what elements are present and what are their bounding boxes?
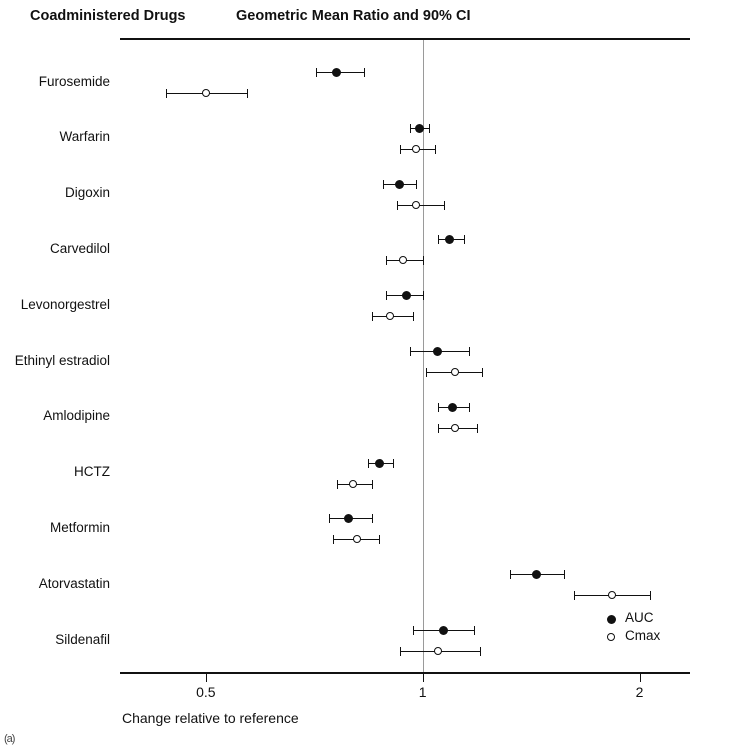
ci-cap-low — [574, 591, 575, 600]
legend-label: Cmax — [625, 628, 661, 643]
point-cmax — [608, 591, 616, 599]
ci-cap-low — [337, 480, 338, 489]
x-tick-label: 2 — [635, 684, 644, 700]
ci-cap-high — [564, 570, 565, 579]
point-cmax — [412, 201, 420, 209]
ci-cap-low — [166, 89, 167, 98]
ci-cap-high — [650, 591, 651, 600]
point-cmax — [386, 312, 394, 320]
ci-cap-high — [482, 368, 483, 377]
top-rule — [120, 38, 690, 40]
point-cmax — [399, 256, 407, 264]
point-cmax — [434, 647, 442, 655]
point-auc — [439, 626, 448, 635]
ci-cap-low — [316, 68, 317, 77]
ci-cap-high — [413, 312, 414, 321]
x-axis-label: Change relative to reference — [122, 710, 299, 726]
point-cmax — [353, 535, 361, 543]
ci-cap-high — [464, 235, 465, 244]
ci-cap-low — [397, 201, 398, 210]
point-auc — [395, 180, 404, 189]
ci-cap-low — [438, 403, 439, 412]
ci-cap-low — [372, 312, 373, 321]
column-header-ratio: Geometric Mean Ratio and 90% CI — [236, 8, 471, 24]
ci-cap-high — [469, 403, 470, 412]
ci-cap-low — [413, 626, 414, 635]
point-auc — [375, 459, 384, 468]
ci-cap-low — [329, 514, 330, 523]
ci-cap-low — [426, 368, 427, 377]
ci-cap-low — [386, 291, 387, 300]
ci-cap-low — [438, 235, 439, 244]
row-label-levonorgestrel: Levonorgestrel — [20, 296, 110, 312]
point-auc — [402, 291, 411, 300]
ci-cap-low — [510, 570, 511, 579]
point-cmax — [451, 368, 459, 376]
ci-cap-low — [368, 459, 369, 468]
point-auc — [445, 235, 454, 244]
ci-cap-high — [480, 647, 481, 656]
x-tick — [640, 674, 641, 682]
row-label-hctz: HCTZ — [74, 464, 110, 480]
x-tick — [423, 674, 424, 682]
ci-cap-low — [383, 180, 384, 189]
ci-cap-high — [444, 201, 445, 210]
ci-cap-low — [410, 347, 411, 356]
ci-cap-high — [372, 480, 373, 489]
ci-cap-high — [393, 459, 394, 468]
ci-cap-low — [333, 535, 334, 544]
column-header-drugs: Coadministered Drugs — [30, 8, 186, 24]
x-tick — [206, 674, 207, 682]
ci-cap-high — [435, 145, 436, 154]
row-label-warfarin: Warfarin — [59, 129, 110, 145]
filled-circle-icon — [607, 615, 616, 624]
ci-cap-low — [400, 145, 401, 154]
row-label-carvedilol: Carvedilol — [49, 240, 110, 256]
ci-cap-low — [438, 424, 439, 433]
x-tick-label: 1 — [418, 684, 427, 700]
ci-cap-high — [416, 180, 417, 189]
point-auc — [433, 347, 442, 356]
row-label-atorvastatin: Atorvastatin — [38, 575, 110, 591]
ci-cap-high — [429, 124, 430, 133]
legend-label: AUC — [625, 610, 654, 625]
row-label-ethinyl-estradiol: Ethinyl estradiol — [14, 352, 110, 368]
ci-cap-high — [423, 291, 424, 300]
ci-bar-open — [397, 205, 444, 206]
point-auc — [415, 124, 424, 133]
ci-cap-high — [477, 424, 478, 433]
x-tick-label: 0.5 — [196, 684, 216, 700]
ci-cap-high — [372, 514, 373, 523]
point-cmax — [349, 480, 357, 488]
point-auc — [332, 68, 341, 77]
row-label-amlodipine: Amlodipine — [43, 408, 110, 424]
open-circle-icon — [607, 633, 615, 641]
point-cmax — [451, 424, 459, 432]
ci-cap-high — [364, 68, 365, 77]
ci-cap-low — [410, 124, 411, 133]
row-label-metformin: Metformin — [49, 519, 110, 535]
point-auc — [344, 514, 353, 523]
ci-cap-high — [379, 535, 380, 544]
ci-cap-high — [469, 347, 470, 356]
ci-cap-low — [386, 256, 387, 265]
row-label-sildenafil: Sildenafil — [55, 631, 110, 647]
point-auc — [532, 570, 541, 579]
row-label-digoxin: Digoxin — [64, 185, 110, 201]
ci-cap-high — [423, 256, 424, 265]
reference-line — [423, 40, 424, 672]
point-auc — [448, 403, 457, 412]
point-cmax — [202, 89, 210, 97]
corner-mark: (a) — [4, 733, 15, 745]
ci-cap-high — [247, 89, 248, 98]
ci-cap-high — [474, 626, 475, 635]
point-cmax — [412, 145, 420, 153]
row-label-furosemide: Furosemide — [38, 73, 110, 89]
ci-cap-low — [400, 647, 401, 656]
